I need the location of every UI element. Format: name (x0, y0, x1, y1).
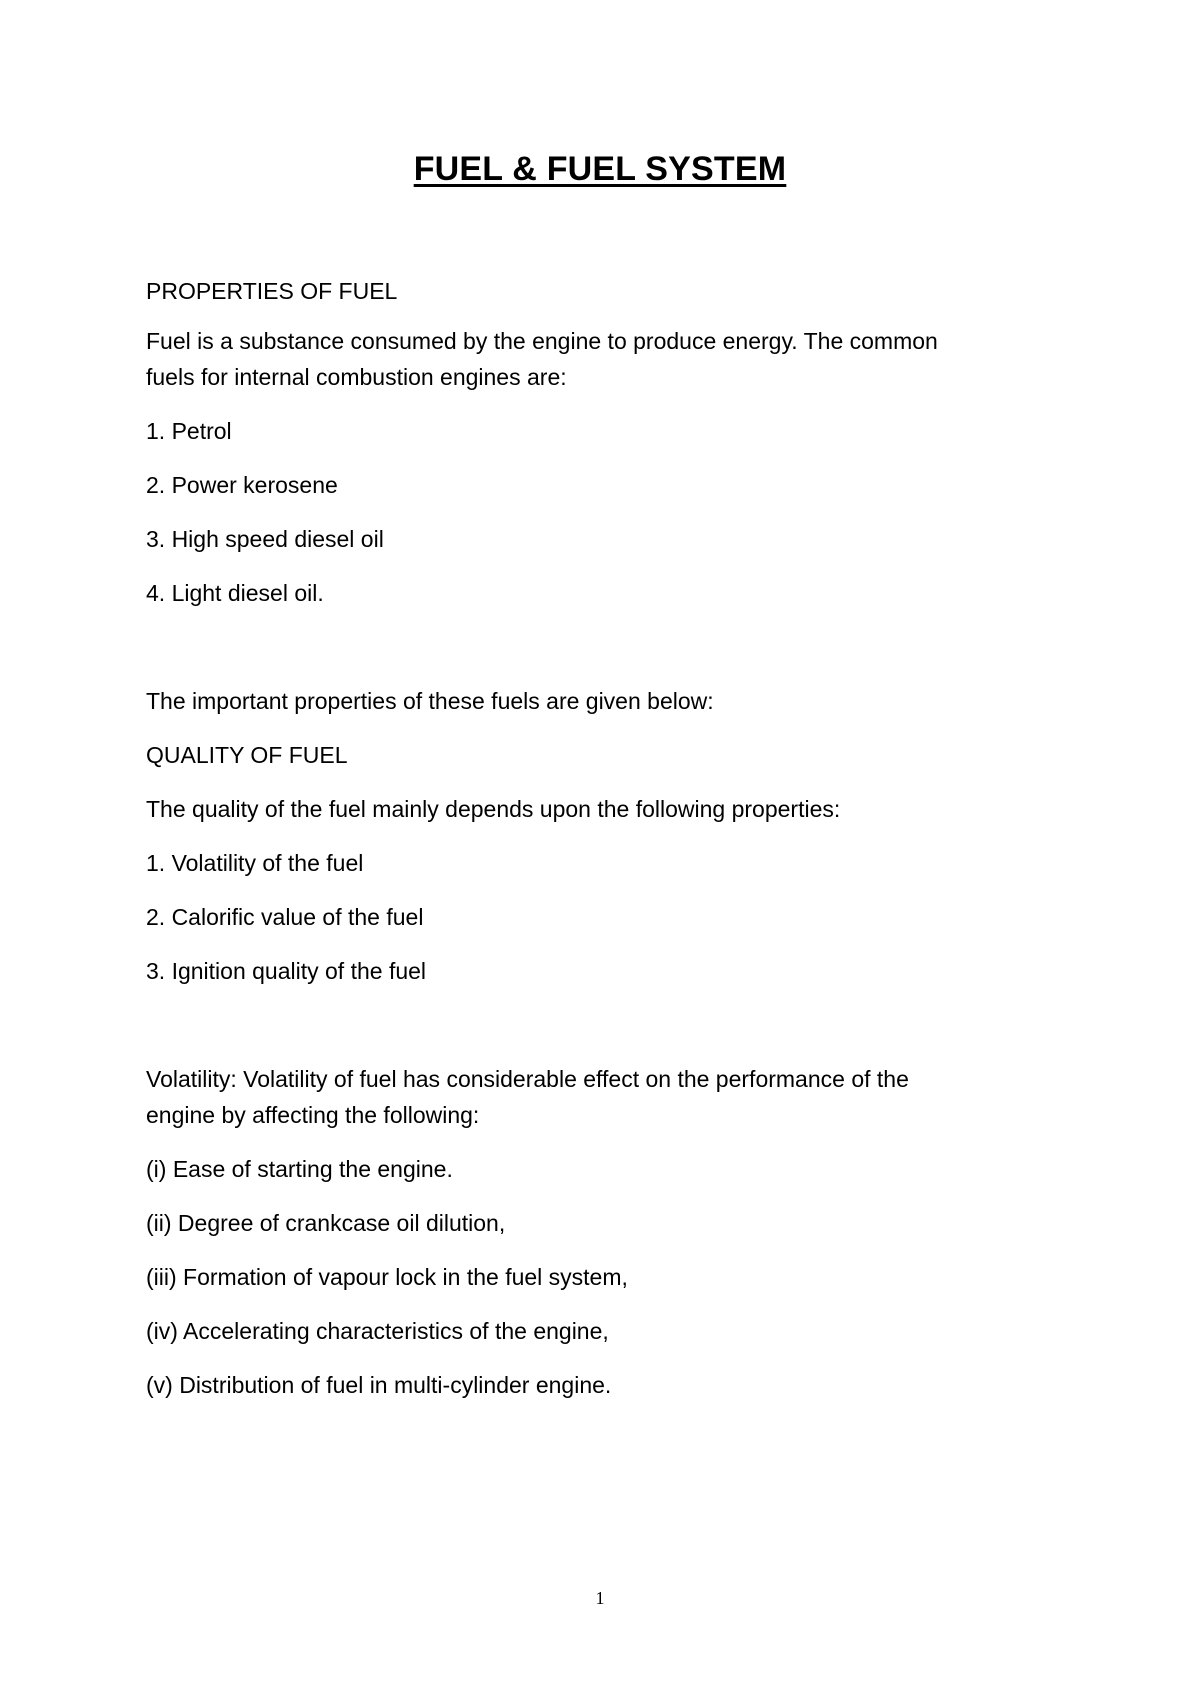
paragraph-line: engine by affecting the following: (146, 1102, 480, 1128)
paragraph-line: The quality of the fuel mainly depends upon the following properties: (146, 796, 841, 822)
list-item: 1. Volatility of the fuel (146, 850, 364, 876)
list-item: 1. Petrol (146, 418, 232, 444)
paragraph-line: The important properties of these fuels are given below: (146, 688, 714, 714)
list-item: (i) Ease of starting the engine. (146, 1156, 453, 1182)
list-item: 3. High speed diesel oil (146, 526, 384, 552)
list-item: (iii) Formation of vapour lock in the fuel system, (146, 1264, 628, 1290)
list-item: 2. Power kerosene (146, 472, 338, 498)
document-title: FUEL & FUEL SYSTEM (413, 150, 787, 188)
list-item: (ii) Degree of crankcase oil dilution, (146, 1210, 506, 1236)
list-item: 4. Light diesel oil. (146, 580, 324, 606)
list-item: (v) Distribution of fuel in multi-cylinder engine. (146, 1372, 612, 1398)
list-item: (iv) Accelerating characteristics of the engine, (146, 1318, 609, 1344)
list-item: 2. Calorific value of the fuel (146, 904, 424, 930)
paragraph-line: Fuel is a substance consumed by the engine to produce energy. The common (146, 328, 938, 354)
paragraph-line: Volatility: Volatility of fuel has considerable effect on the performance of the (146, 1066, 909, 1092)
page-number: 1 (595, 1588, 605, 1608)
section-heading-quality: QUALITY OF FUEL (146, 742, 348, 768)
section-heading-properties: PROPERTIES OF FUEL (146, 278, 398, 304)
list-item: 3. Ignition quality of the fuel (146, 958, 427, 984)
paragraph-line: fuels for internal combustion engines are: (146, 364, 567, 390)
